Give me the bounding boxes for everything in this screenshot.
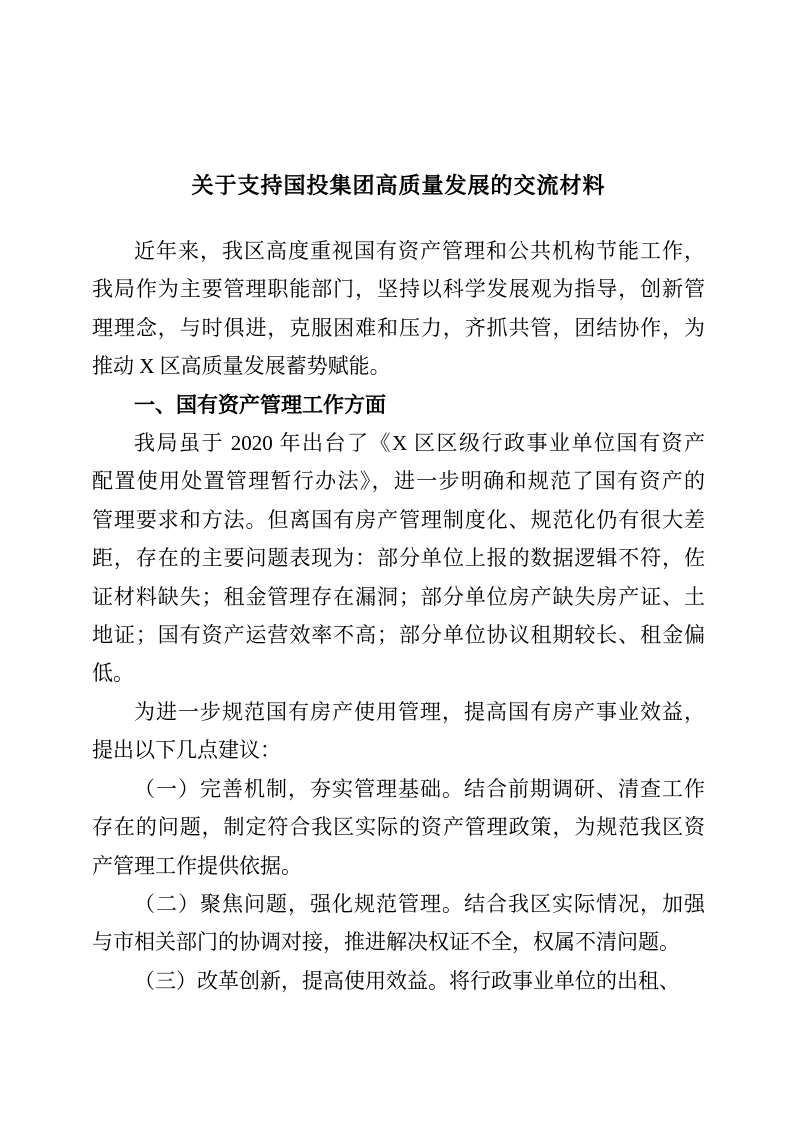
text-line: （一）完善机制，夯实管理基础。结合前期调研、清查工作 xyxy=(134,776,705,801)
text-line: 为进一步规范国有房产使用管理，提高国有房产事业效益， xyxy=(134,699,705,724)
text-line: （三）改革创新，提高使用效益。将行政事业单位的出租、 xyxy=(134,968,680,993)
text-line: 与市相关部门的协调对接，推进解决权证不全，权属不清问题。 xyxy=(92,930,680,955)
text-line: （二）聚焦问题，强化规范管理。结合我区实际情况，加强 xyxy=(134,891,705,916)
paragraph xyxy=(92,770,705,885)
text-line: 提出以下几点建议： xyxy=(92,738,281,763)
text-line: 存在的问题，制定符合我区实际的资产管理政策，为规范我区资 xyxy=(92,815,705,840)
document-title: 关于支持国投集团高质量发展的交流材料 xyxy=(191,173,606,198)
text-line: 低。 xyxy=(92,661,134,686)
paragraph xyxy=(92,693,705,770)
document-body xyxy=(92,232,705,1000)
text-line: 距，存在的主要问题表现为：部分单位上报的数据逻辑不符，佐 xyxy=(92,546,705,571)
text-line: 推动 X 区高质量发展蓄势赋能。 xyxy=(92,354,391,379)
text-line: 我局作为主要管理职能部门，坚持以科学发展观为指导，创新管 xyxy=(92,277,705,302)
text-line: 配置使用处置管理暂行办法》，进一步明确和规范了国有资产的 xyxy=(92,469,705,494)
text-line: 地证；国有资产运营效率不高；部分单位协议租期较长、租金偏 xyxy=(92,623,705,648)
text-line: 我局虽于 2020 年出台了《X 区区级行政事业单位国有资产 xyxy=(134,431,705,456)
text-line: 一、国有资产管理工作方面 xyxy=(134,392,386,417)
text-line: 管理要求和方法。但离国有房产管理制度化、规范化仍有很大差 xyxy=(92,507,705,532)
text-line: 理理念，与时俱进，克服困难和压力，齐抓共管，团结协作，为 xyxy=(92,315,705,340)
text-line: 证材料缺失；租金管理存在漏洞；部分单位房产缺失房产证、土 xyxy=(92,584,705,609)
section-heading xyxy=(92,386,705,424)
text-line: 产管理工作提供依据。 xyxy=(92,853,302,878)
paragraph xyxy=(92,885,705,962)
paragraph xyxy=(92,232,705,386)
paragraph xyxy=(92,424,705,693)
text-line: 近年来，我区高度重视国有资产管理和公共机构节能工作， xyxy=(134,239,705,263)
paragraph xyxy=(92,962,705,1000)
